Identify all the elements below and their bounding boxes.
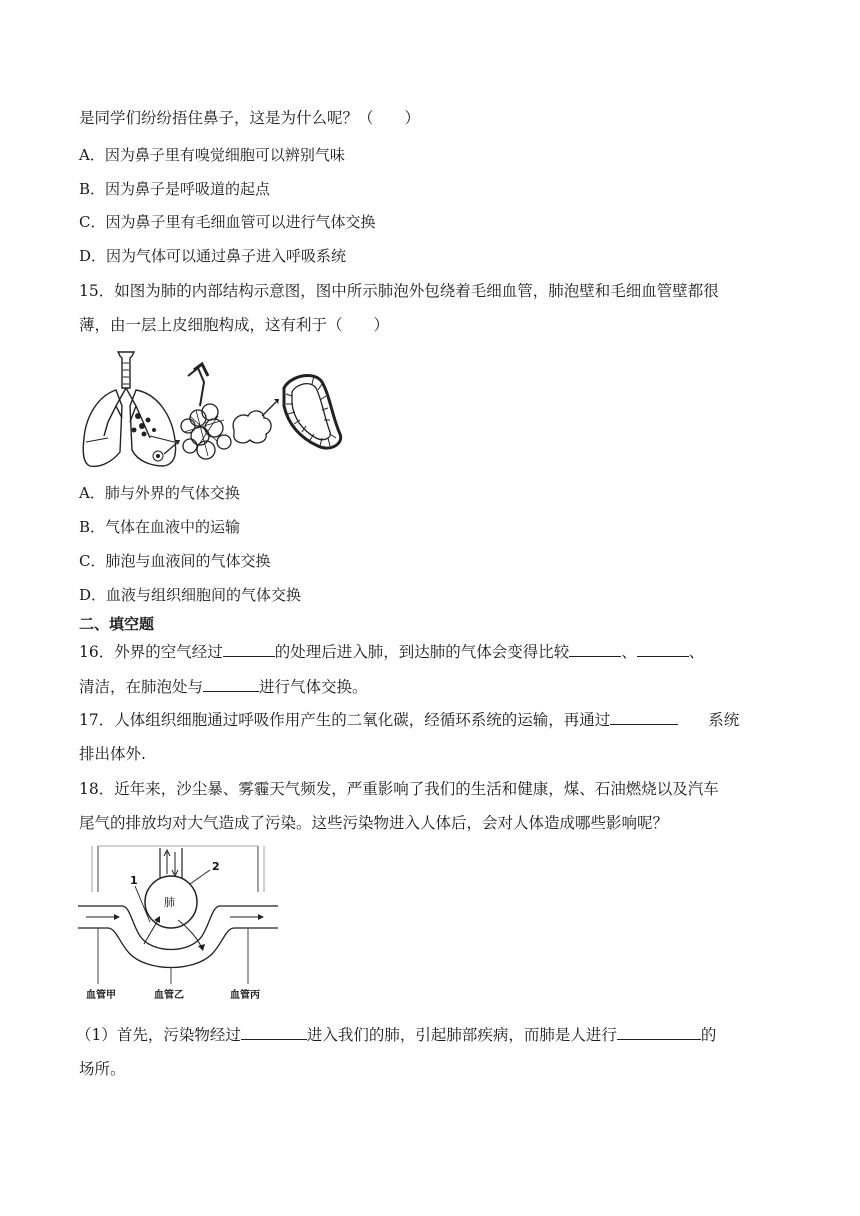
q16-blank-1[interactable]: [223, 642, 275, 657]
q15-stem-line2: 薄，由一层上皮细胞构成，这有利于（ ）: [79, 316, 390, 334]
q17-text-a: 17．人体组织细胞通过呼吸作用产生的二氧化碳，经循环系统的运输，再通过: [79, 711, 611, 729]
q16-text-a: 16．外界的空气经过: [79, 643, 223, 661]
figure-label-1: 1: [130, 874, 138, 887]
q16-text-f: 进行气体交换。: [259, 678, 368, 696]
q15-option-b: B．气体在血液中的运输: [79, 518, 241, 536]
q15-option-c: C．肺泡与血液间的气体交换: [79, 552, 271, 570]
q16-line2: [79, 676, 368, 698]
q18-line1: 18．近年来，沙尘暴、雾霾天气频发，严重影响了我们的生活和健康，煤、石油燃烧以及汽车: [79, 780, 719, 798]
q16-blank-2[interactable]: [569, 642, 621, 657]
q16-blank-4[interactable]: [203, 677, 259, 692]
q17-blank-1[interactable]: [610, 710, 678, 725]
q18-sub1-text-c: 的: [700, 1026, 717, 1044]
figure-label-2: 2: [212, 860, 220, 873]
q14-option-d: D．因为气体可以通过鼻子进入呼吸系统: [79, 247, 347, 265]
q15-option-a: A．肺与外界的气体交换: [79, 484, 240, 502]
q17-line2: 排出体外.: [79, 745, 146, 763]
q14-option-c: C．因为鼻子里有毛细血管可以进行气体交换: [79, 213, 376, 231]
lung-structure-figure: [78, 346, 348, 471]
q16-text-e: 清洁，在肺泡处与: [79, 678, 204, 696]
q16-text-d: 、: [688, 643, 705, 661]
q14-option-a: A．因为鼻子里有嗅觉细胞可以辨别气味: [79, 146, 345, 164]
vessel-b-label: 血管乙: [154, 990, 184, 1001]
q18-sub1-line1: [76, 1024, 716, 1046]
q15-stem-line1: 15．如图为肺的内部结构示意图，图中所示肺泡外包绕着毛细血管，肺泡壁和毛细血管壁都很: [79, 282, 719, 300]
q14-option-b: B．因为鼻子是呼吸道的起点: [79, 180, 271, 198]
q18-sub1-blank-2[interactable]: [617, 1025, 701, 1040]
section-heading: 二、填空题: [79, 615, 155, 633]
q17-line1: [79, 709, 739, 731]
q15-option-d: D．血液与组织细胞间的气体交换: [79, 586, 302, 604]
q18-line2: 尾气的排放均对大气造成了污染。这些污染物进入人体后，会对人体造成哪些影响呢？: [79, 814, 669, 832]
q18-sub1-line2: 场所。: [79, 1060, 126, 1078]
q18-sub1-text-a: （1）首先，污染物经过: [76, 1026, 241, 1044]
q16-blank-3[interactable]: [637, 642, 689, 657]
q18-sub1-text-b: 进入我们的肺，引起肺部疾病，而肺是人进行: [306, 1026, 617, 1044]
q16-text-c: 、: [621, 643, 637, 661]
q16-text-b: 的处理后进入肺，到达肺的气体会变得比较: [274, 643, 570, 661]
vessel-c-label: 血管丙: [230, 990, 260, 1001]
q16-line1: [79, 641, 704, 663]
q14-stem-tail: 是同学们纷纷捂住鼻子，这是为什么呢？（ ）: [79, 109, 421, 127]
lung-circulation-figure: [78, 844, 278, 1004]
figure-lung-label: 肺: [164, 896, 175, 909]
q18-sub1-blank-1[interactable]: [241, 1025, 307, 1040]
vessel-a-label: 血管甲: [86, 990, 116, 1001]
q17-text-b: 系统: [708, 711, 740, 729]
